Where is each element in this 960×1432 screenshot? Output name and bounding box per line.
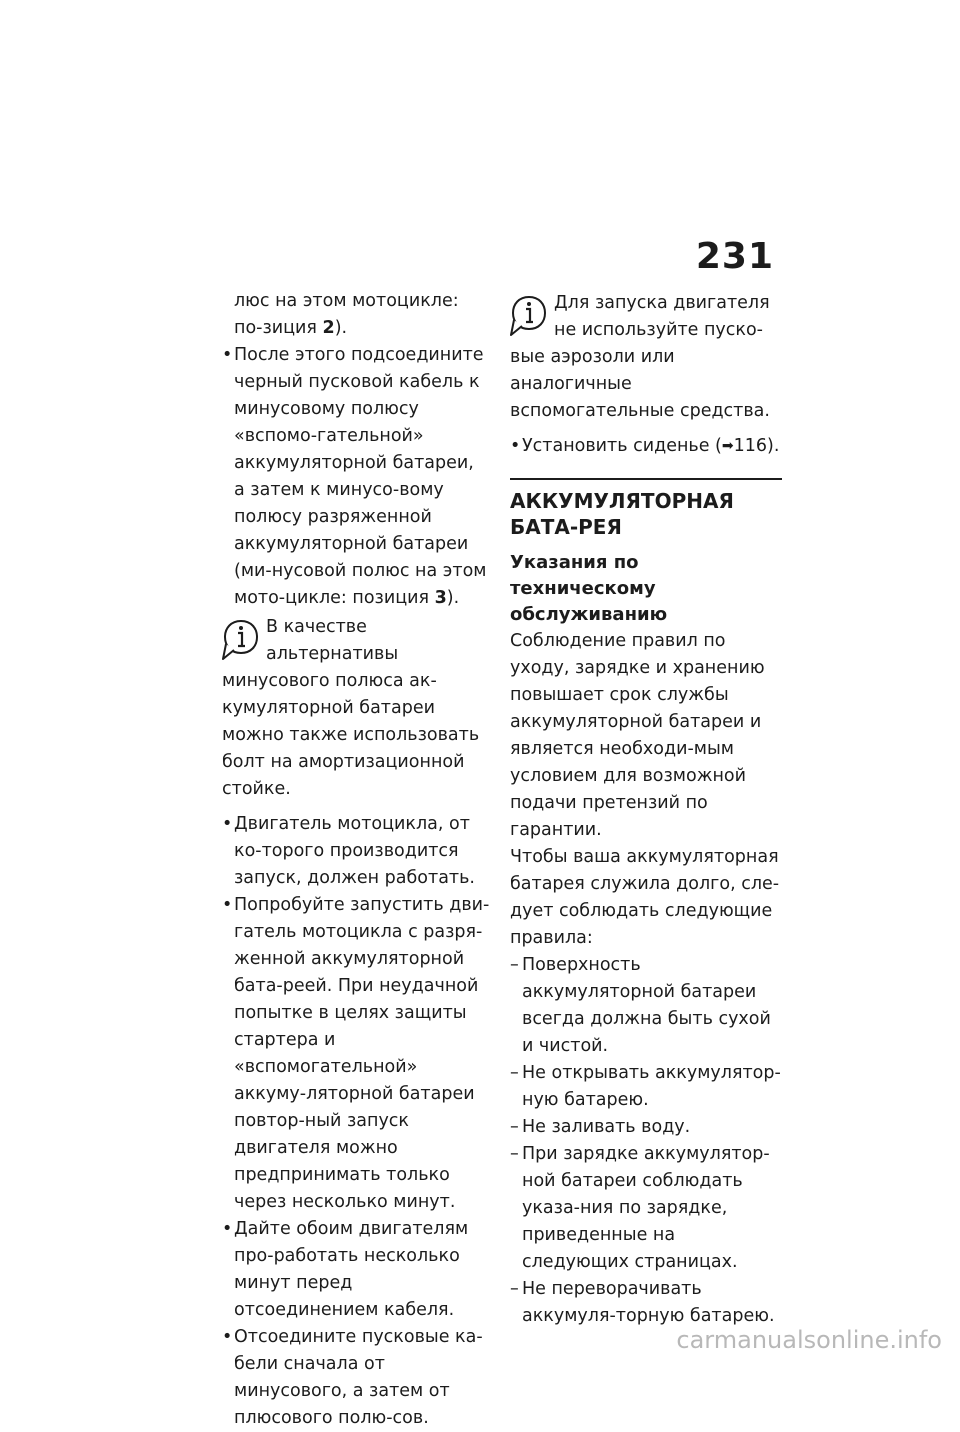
- list-item: • Попробуйте запустить дви-гатель мотоцикла с разря-женной аккумуляторной бата-реей. При неудачной попытке в целях защиты стартера и «вспомогательной» аккуму-ляторной батареи повтор-ный запуск двигателя можно предпринимать только через несколько минут.: [222, 892, 490, 1216]
- list-item: • Двигатель мотоцикла, от ко-торого производится запуск, должен работать.: [222, 811, 490, 892]
- info-icon: [510, 294, 548, 336]
- list-item: – Не переворачивать аккумуля-торную батарею.: [510, 1276, 782, 1330]
- info-icon: [222, 618, 260, 660]
- paragraph: Соблюдение правил по уходу, зарядке и хранению повышает срок службы аккумуляторной батареи и является необходи-мым условием для возможной подачи претензий по гарантии.: [510, 631, 765, 840]
- info-note: [510, 290, 782, 425]
- position-number: 2: [322, 318, 335, 338]
- watermark: carmanualsonline.info: [676, 1326, 942, 1354]
- continued-text-end: ).: [334, 318, 348, 338]
- list-item-end: ).: [446, 588, 460, 608]
- list-item: • Дайте обоим двигателям про-работать несколько минут перед отсоединением кабеля.: [222, 1216, 490, 1324]
- list-item: – При зарядке аккумулятор-ной батареи соблюдать указа-ния по зарядке, приведенные на следующих страницах.: [510, 1141, 782, 1276]
- list-item-text: Установить сиденье (: [522, 436, 722, 456]
- page-number: 231: [695, 236, 774, 277]
- page-reference[interactable]: 116: [733, 436, 768, 456]
- list-item: – Не заливать воду.: [510, 1114, 782, 1141]
- paragraph: Чтобы ваша аккумуляторная батарея служила долго, сле-дует соблюдать следующие правила:: [510, 847, 780, 948]
- right-column: [510, 288, 782, 1330]
- arrow-right-icon: ➡: [721, 438, 734, 454]
- list-item-end: ).: [767, 436, 780, 456]
- section-heading: АККУМУЛЯТОРНАЯ БАТА-РЕЯ: [510, 478, 782, 540]
- list-item: [222, 342, 490, 612]
- list-item: – Поверхность аккумуляторной батареи всегда должна быть сухой и чистой.: [510, 952, 782, 1060]
- info-note: [222, 614, 490, 803]
- note-text: Для запуска двигателя не используйте пуско-вые аэрозоли или аналогичные вспомогательные средства.: [510, 293, 770, 421]
- list-item: • Отсоедините пусковые ка-бели сначала от минусового, а затем от плюсового полю-сов.: [222, 1324, 490, 1432]
- list-item-text: После этого подсоедините черный пусковой кабель к минусовому полюсу «вспомо-гательной» аккумуляторной батареи, а затем к минусо-вому полюсу разряженной аккумуляторной батареи (ми-нусовой полюс на этом мото-цикле: позиция: [234, 345, 487, 608]
- continued-text: [222, 288, 490, 342]
- note-text: В качестве альтернативы минусового полюса ак-кумуляторной батареи можно также использовать болт на амортизационной стойке.: [222, 617, 480, 799]
- position-number: 3: [434, 588, 447, 608]
- list-item: – Не открывать аккумулятор-ную батарею.: [510, 1060, 782, 1114]
- list-item: [510, 433, 782, 460]
- left-column: [222, 288, 490, 1432]
- continued-text-body: люс на этом мотоцикле: по-зиция: [234, 291, 459, 338]
- sub-heading: Указания по техническому обслуживанию: [510, 552, 668, 625]
